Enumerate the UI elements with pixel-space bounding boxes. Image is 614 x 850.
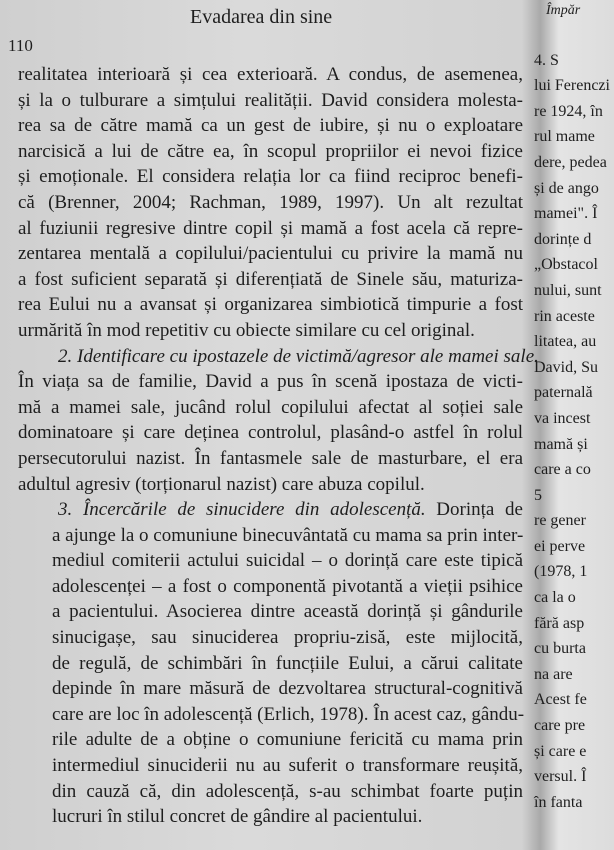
facing-page-line: dorințe d (534, 230, 592, 248)
facing-page-line: nului, sunt (534, 281, 602, 299)
text-line: din cauză că, din adolescență, s-au schimbat foarte puțin (52, 780, 523, 802)
text-line: realitatea interioară și cea exterioară. A condus, de asemenea, (18, 64, 523, 85)
running-header: Evadarea din sine (190, 6, 333, 28)
text-line: rea Eului nu a avansat și organizarea simbiotică timpurie a fost (18, 294, 523, 316)
text-line: persecutorului nazist. În fantasmele sale de masturbare, el era (18, 447, 523, 469)
facing-page-line: rin aceste (534, 307, 595, 325)
text-line: a ajunge la o comuniune binecuvântată cu mama sa prin inter- (52, 524, 524, 546)
facing-page-line: care pre (534, 717, 586, 735)
facing-page-line: cu burta (534, 640, 586, 658)
page-number: 110 (8, 36, 33, 55)
facing-page-line: rul mame (534, 128, 595, 146)
facing-page-line: 5 (534, 486, 542, 504)
text-line: narcisică a lui de către ea, în scopul propriilor ei nevoi fizice (18, 140, 523, 162)
text-line: 2. Identificare cu ipostazele de victimă/agresor ale mamei sale. (58, 345, 539, 367)
facing-page-line: Acest fe (534, 691, 587, 709)
text-line: zentarea mentală a copilului/pacientului cu privire la mamă nu (18, 243, 523, 265)
facing-page-line: care a co (534, 461, 591, 479)
text-line: a pacientului. Asocierea dintre această dorință și gândurile (52, 601, 523, 623)
facing-page-line: na are (534, 665, 573, 683)
facing-page-line: re gener (534, 512, 586, 530)
facing-page-line: fără asp (534, 614, 585, 632)
facing-page-line: paternală (534, 384, 593, 402)
text-line: mă a mamei sale, jucând rolul copilului afectat al soției sale (18, 396, 523, 418)
text-line: și emoționale. El considera relația lor ca fiind reciproc benefi- (18, 166, 523, 188)
facing-page-line: 4. S (534, 51, 559, 69)
page-body (18, 62, 539, 830)
facing-page-line: versul. Î (534, 768, 587, 786)
text-line: mediul comiterii actului suicidal – o dorință care este tipică (52, 550, 523, 572)
text-line: care are loc în adolescență (Erlich, 1978). În acest caz, gându- (52, 703, 525, 725)
facing-page-line: David, Su (534, 358, 598, 376)
text-line: lucruri în stilul concret de gândire al pacientului. (52, 806, 423, 828)
text-line: dominatoare și care deținea controlul, plasând-o astfel în rolul (18, 422, 523, 444)
text-line: a fost suficient separată și diferențiată de Sinele său, maturiza- (18, 268, 523, 290)
text-line: de regulă, de schimbări în funcțiile Eului, a cărui calitate (52, 652, 523, 674)
facing-page-line: în fanta (534, 793, 583, 811)
facing-page-line (534, 22, 614, 48)
text-line: rea sa de către mamă ca un gest de iubire, și nu o exploatare (18, 115, 523, 137)
facing-page-line: mamă și (534, 435, 588, 453)
text-line: În viața sa de familie, David a pus în scenă ipostaza de victi- (18, 371, 523, 393)
facing-page-line: litatea, au (534, 333, 597, 351)
text-line: al fuziunii regresive dintre copil și mamă a fost acela că repre- (18, 217, 523, 239)
facing-page-line: ei perve (534, 537, 586, 555)
facing-page-line: va incest (534, 409, 591, 427)
facing-page-line: dere, pedea (534, 153, 607, 171)
text-line: adolescenței – a fost o componentă pivotantă a vieții psihice (52, 575, 523, 597)
facing-page-line: și de ango (534, 179, 599, 197)
text-line: depinde în mare măsură de dezvoltarea structural-cognitivă (52, 678, 523, 700)
section-3-heading: 3. Încercările de sinucidere din adolescență. (58, 499, 426, 521)
text-line: sinucigașe, sau sinuciderea propriu-zisă, este mijlocită, (52, 627, 523, 649)
text-line: urmărită în mod repetitiv cu obiecte similare cu cel original. (18, 319, 475, 341)
text-line: și la o tulburare a simțului realității. David considera molesta- (18, 89, 523, 111)
text-line: adultul agresiv (torționarul nazist) care abuza copilul. (18, 473, 425, 495)
facing-page-line: „Obstacol (534, 256, 598, 274)
facing-page-line: ca la o (534, 589, 576, 607)
facing-page-line: (1978, 1 (534, 563, 588, 581)
text-line: rile adulte de a obține o comuniune fericită cu mama prin (52, 729, 523, 751)
facing-page-line: lui Ferenczi (534, 77, 610, 95)
section-3-text: Dorința de (425, 499, 523, 521)
text-line: intermediul sinuciderii nu au suferit o transformare reușită, (52, 755, 523, 777)
section-3-line (18, 497, 523, 523)
facing-page-line: mamei". Î (534, 205, 598, 223)
text-line: că (Brenner, 2004; Rachman, 1989, 1997). Un alt rezultat (18, 191, 523, 213)
facing-page-line: re 1924, în (534, 102, 603, 120)
facing-page-header: Împăr (546, 3, 581, 18)
facing-page-line: și care e (534, 742, 587, 760)
facing-page-fragment (534, 0, 614, 815)
